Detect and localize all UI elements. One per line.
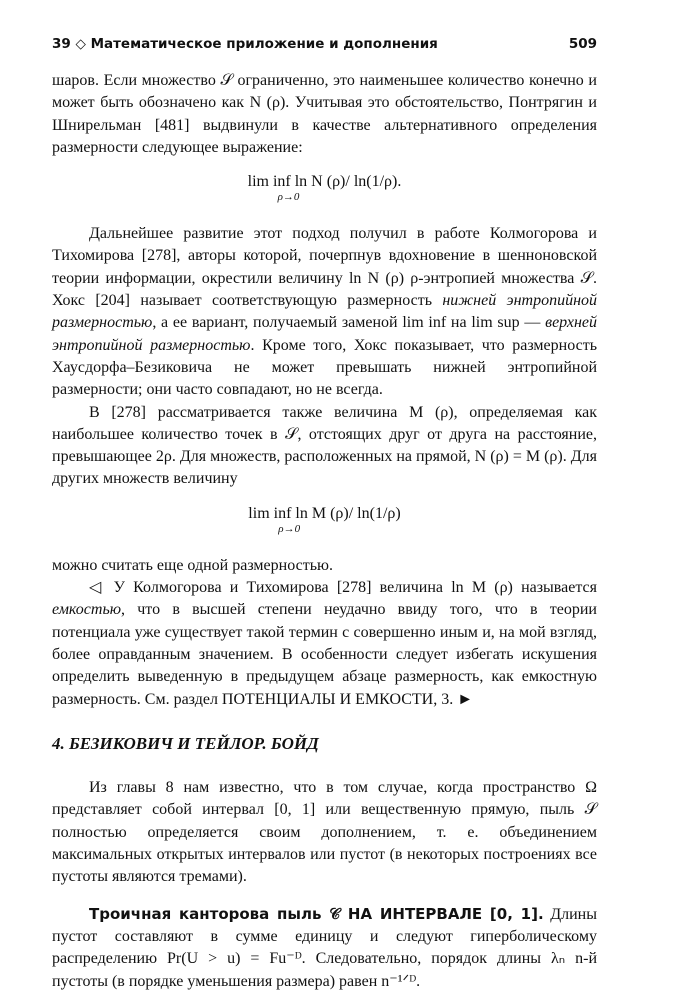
paragraph-6: Из главы 8 нам известно, что в том случае, когда пространство Ω представляет собой интервал [0, 1] или вещественную прямую, пыль 𝒮 полностью определяется своим дополнением, т. е. объединением максимальных открытых интервалов или пустот (в некоторых построениях все пустоты являются тремами).	[52, 779, 597, 886]
page-number: 509	[568, 36, 597, 52]
paragraph-2-a: Дальнейшее развитие этот подход получил в работе Колмогорова и Тихомирова [278], авторы которой, почерпнув вдохновение в шенноновской теории информации, окрестили величину ln N (ρ) ρ-энтропией множества 𝒮. Хокс [204] называет соответствующую размерность	[52, 225, 597, 310]
formula-2-main: lim inf ln M (ρ)/ ln(1/ρ)	[248, 504, 401, 522]
term-capacity: емкостью	[52, 601, 122, 619]
paragraph-4: можно считать еще одной размерностью.	[52, 556, 333, 574]
paragraph-3: В [278] рассматривается также величина M (ρ), определяемая как наибольшее количество точек в 𝒮, отстоящих друг от друга на расстояние, превышающее 2ρ. Для множеств, расположенных на прямой, N (ρ) = M (ρ). Для других множеств величину	[52, 403, 597, 488]
page-header	[52, 36, 597, 56]
paragraph-2-c: . Кроме того, Хокс показывает, что размерность Хаусдорфа–Безиковича не может превышать нижней энтропийной размерности; они часто совпадают, но не всегда.	[52, 336, 598, 399]
formula-2-sub: ρ→0	[278, 522, 301, 535]
paragraph-5-a: ◁ У Колмогорова и Тихомирова [278] величина ln M (ρ) называется	[89, 579, 597, 597]
subsection-title: Троичная канторова пыль 𝒞 НА ИНТЕРВАЛЕ [0, 1].	[89, 904, 544, 923]
term-upper-entropy: верхней энтропийной размерностью	[52, 314, 597, 354]
section-heading: 4. БЕЗИКОВИЧ И ТЕЙЛОР. БОЙД	[52, 733, 319, 753]
page-body	[52, 70, 597, 993]
paragraph-5-b: , что в высшей степени неудачно ввиду того, что в теории потенциала уже существует такой термин с совершенно иным и, на мой взгляд, более оправданным значением. В особенности следует избегать искушения определить выведенную в предыдущем абзаце размерность, как емкостную размерность. См. раздел ПОТЕНЦИАЛЫ И ЕМКОСТИ, 3. ►	[52, 601, 597, 708]
paragraph-2	[52, 223, 597, 401]
formula-1-sub: ρ→0	[277, 191, 300, 204]
paragraph-5	[52, 577, 597, 711]
formula-2	[52, 503, 597, 545]
paragraph-1: шаров. Если множество 𝒮 ограниченно, это наименьшее количество конечно и может быть обозначено как N (ρ). Учитывая это обстоятельство, Понтрягин и Шнирельман [481] выдвинули в качестве альтернативного определения размерности следующее выражение:	[52, 72, 597, 156]
formula-1	[52, 171, 597, 213]
formula-1-main: lim inf ln N (ρ)/ ln(1/ρ).	[247, 173, 402, 191]
paragraph-2-b: , а ее вариант, получаемый заменой lim inf на lim sup —	[152, 314, 546, 332]
paragraph-7	[52, 903, 597, 993]
paragraph-7-text: Длины пустот составляют в сумме единицу и следуют гиперболическому распределению Pr(U > u) = Fu⁻ᴰ. Следовательно, порядок длины λₙ n-й пустоты (в порядке уменьшения размера) равен n⁻¹ᐟᴰ.	[52, 905, 597, 990]
running-head: 39 ◇ Математическое приложение и дополнения	[52, 36, 438, 52]
term-lower-entropy: нижней энтропийной размерностью	[52, 292, 597, 332]
